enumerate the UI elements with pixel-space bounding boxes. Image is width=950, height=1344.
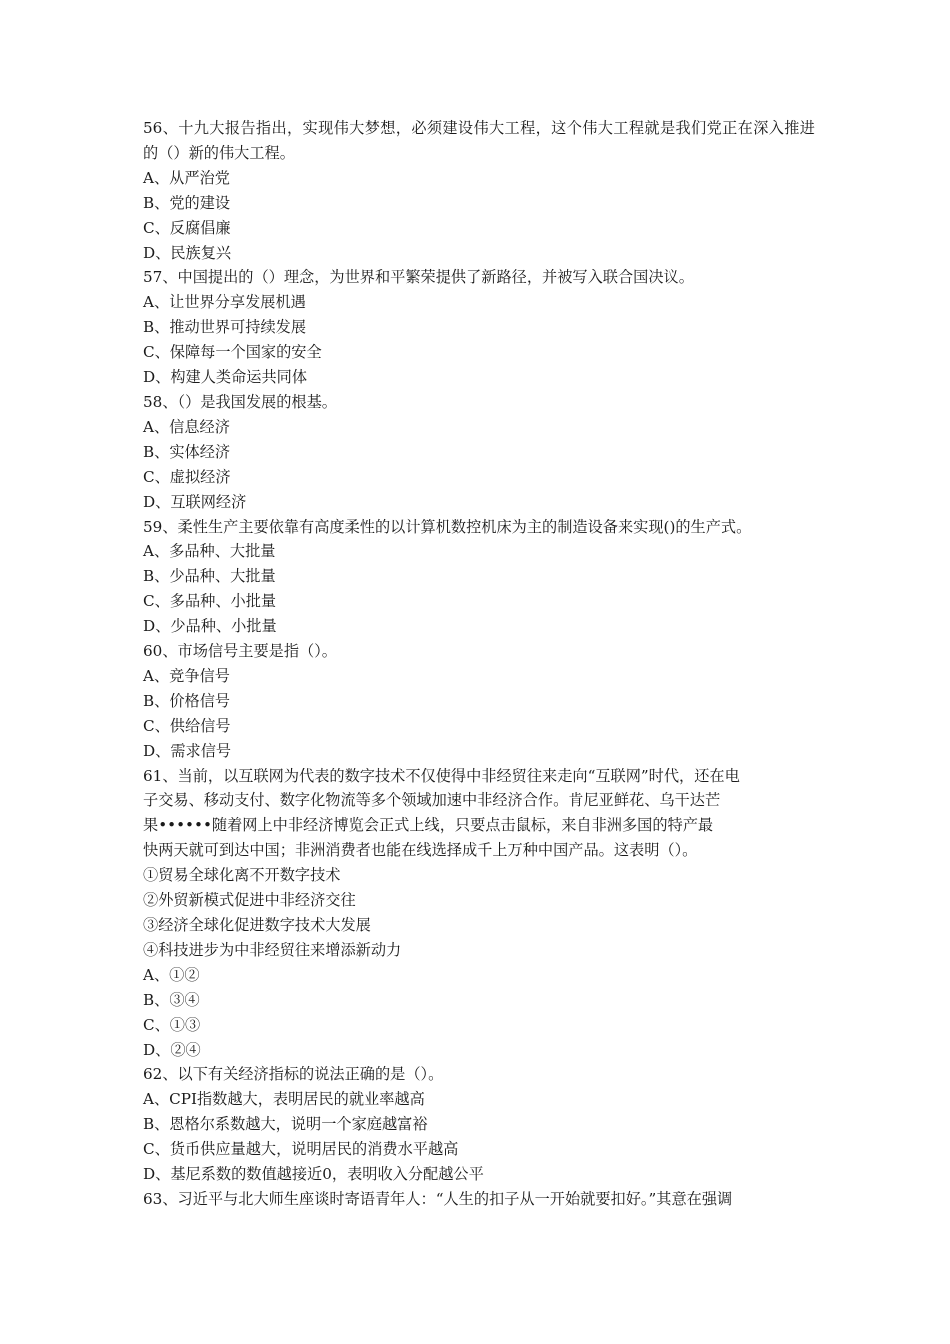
question-62-stem: 62、以下有关经济指标的说法正确的是（）。 [143, 1065, 444, 1084]
q59-option-a: A、多品种、大批量 [143, 542, 276, 561]
q59-option-c: C、多品种、小批量 [143, 592, 277, 611]
question-56-stem: 56、十九大报告指出，实现伟大梦想，必须建设伟大工程，这个伟大工程就是我们党正在深入推进的（）新的伟大工程。 [143, 119, 815, 162]
q62-option-c: C、货币供应量越大，说明居民的消费水平越高 [143, 1140, 459, 1159]
q61-statement-3: ③经济全球化促进数字技术大发展 [143, 916, 371, 934]
q61-option-a: A、①② [143, 965, 200, 984]
q61-statement-1: ①贸易全球化离不开数字技术 [143, 866, 341, 885]
q61-option-b: B、③④ [143, 990, 200, 1009]
q62-option-d: D、基尼系数的数值越接近0，表明收入分配越公平 [143, 1165, 484, 1184]
q57-option-d: D、构建人类命运共同体 [143, 368, 308, 387]
q56-option-a: A、从严治党 [143, 168, 230, 187]
question-63-stem: 63、习近平与北大师生座谈时寄语青年人：“人生的扣子从一开始就要扣好。”其意在强调 [143, 1189, 733, 1208]
q57-option-c: C、保障每一个国家的安全 [143, 343, 322, 362]
q58-option-b: B、实体经济 [143, 442, 231, 461]
q61-option-d: D、②④ [143, 1040, 201, 1059]
q61-statement-4: ④科技进步为中非经贸往来增添新动力 [143, 940, 402, 959]
q56-option-d: D、民族复兴 [143, 243, 232, 262]
q56-option-b: B、党的建设 [143, 193, 231, 212]
q58-option-a: A、信息经济 [143, 417, 230, 436]
q56-option-c: C、反腐倡廉 [143, 218, 231, 237]
question-60-stem: 60、市场信号主要是指（）。 [143, 642, 337, 661]
question-61-stem-line-3: 果••••••随着网上中非经济博览会正式上线，只要点击鼠标，来自非洲多国的特产最 [143, 816, 714, 835]
q60-option-b: B、价格信号 [143, 691, 231, 710]
question-61-stem-line-1: 61、当前，以互联网为代表的数字技术不仅使得中非经贸往来走向“互联网”时代，还在电 [143, 766, 740, 785]
q61-statement-2: ②外贸新模式促进中非经济交往 [143, 891, 356, 910]
q60-option-c: C、供给信号 [143, 716, 231, 735]
q58-option-c: C、虚拟经济 [143, 467, 231, 486]
q62-option-b: B、恩格尔系数越大，说明一个家庭越富裕 [143, 1115, 428, 1134]
q60-option-d: D、需求信号 [143, 741, 232, 760]
q59-option-d: D、少品种、小批量 [143, 617, 277, 636]
q62-option-a: A、CPI指数越大，表明居民的就业率越高 [143, 1090, 425, 1109]
q59-option-b: B、少品种、大批量 [143, 567, 276, 586]
q61-option-c: C、①③ [143, 1015, 201, 1034]
q57-option-a: A、让世界分享发展机遇 [143, 293, 306, 312]
q60-option-a: A、竞争信号 [143, 666, 230, 685]
question-58-stem: 58、（）是我国发展的根基。 [143, 392, 337, 411]
q57-option-b: B、推动世界可持续发展 [143, 318, 307, 337]
question-61-stem-line-2: 子交易、移动支付、数字化物流等多个领域加速中非经济合作。肯尼亚鲜花、乌干达芒 [143, 791, 721, 810]
q58-option-d: D、互联网经济 [143, 492, 247, 511]
question-61-stem-line-4: 快两天就可到达中国；非洲消费者也能在线选择成千上万种中国产品。这表明（）。 [143, 841, 698, 860]
question-59-stem: 59、柔性生产主要依靠有高度柔性的以计算机数控机床为主的制造设备来实现()的生产式。 [143, 517, 752, 536]
question-57-stem: 57、中国提出的（）理念，为世界和平繁荣提供了新路径，并被写入联合国决议。 [143, 268, 694, 287]
document-page [143, 116, 815, 1212]
